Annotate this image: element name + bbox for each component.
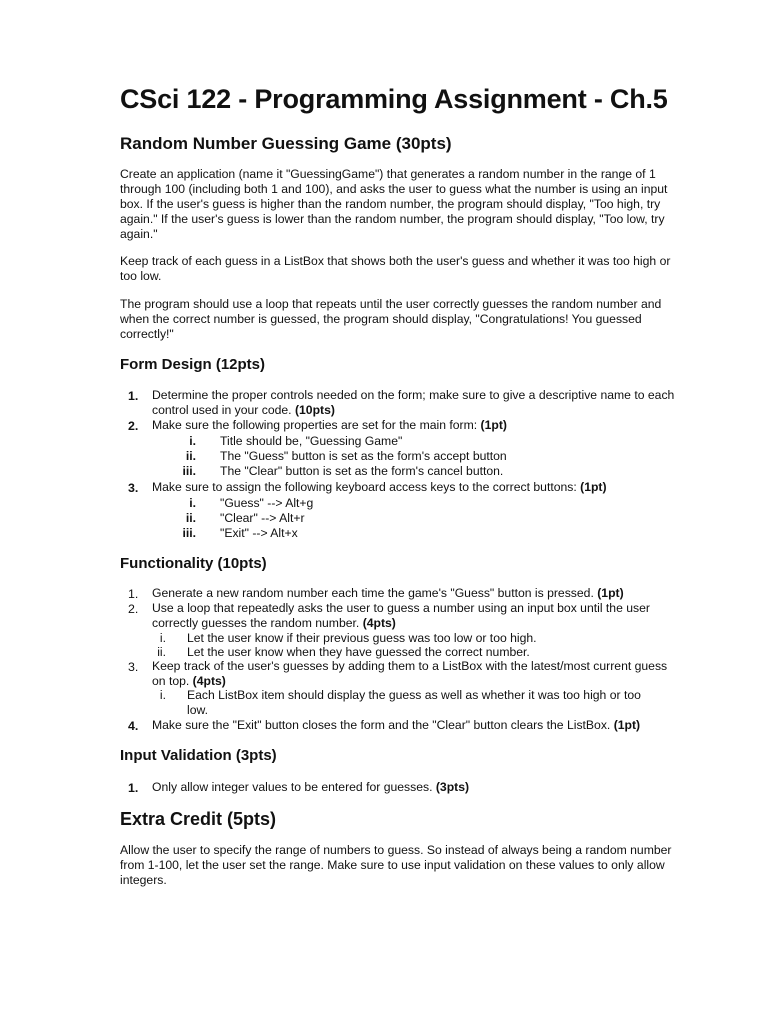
sub-list-item (172, 434, 402, 449)
sub-list-text: "Exit" --> Alt+x (220, 526, 298, 540)
sub-list-number: iii. (182, 526, 196, 540)
main-section-heading: Random Number Guessing Game (30pts) (120, 134, 452, 153)
sub-list-item (172, 449, 507, 464)
list-number: 2. (128, 602, 139, 616)
points-label: (4pts) (192, 674, 226, 688)
sub-list-number: i. (189, 496, 196, 510)
sub-list-text: Let the user know when they have guessed the correct number. (187, 645, 530, 659)
sub-list-text: "Clear" --> Alt+r (220, 511, 305, 525)
sub-list-text: "Guess" --> Alt+g (220, 496, 314, 510)
list-text: Make sure to assign the following keyboard access keys to the correct buttons: (152, 480, 577, 494)
list-item (120, 388, 680, 418)
points-label: (1pt) (597, 586, 624, 600)
list-number: 1. (128, 587, 139, 601)
list-item (120, 718, 680, 733)
list-number: 1. (128, 389, 139, 403)
list-item (120, 418, 680, 433)
points-label: (1pt) (613, 718, 641, 732)
list-text: Generate a new random number each time the game's "Guess" button is pressed. (152, 586, 594, 600)
page-title: CSci 122 - Programming Assignment - Ch.5 (120, 84, 668, 114)
list-text: Only allow integer values to be entered for guesses. (152, 780, 433, 794)
sub-list-text: Each ListBox item should display the guess as well as whether it was too high or too low. (187, 688, 641, 717)
sub-list-number: i. (159, 631, 166, 645)
sub-list-text: The "Guess" button is set as the form's accept button (220, 449, 507, 463)
list-number: 2. (128, 419, 139, 433)
list-text: Make sure the "Exit" button closes the form and the "Clear" button clears the ListBox. (152, 718, 611, 732)
list-text: Make sure the following properties are set for the main form: (152, 418, 478, 432)
sub-list-item (172, 511, 305, 526)
sub-list-number: ii. (185, 449, 196, 463)
sub-list-number: i. (159, 688, 166, 702)
sub-list-text: Let the user know if their previous guess was too low or too high. (187, 631, 537, 645)
sub-list-number: ii. (157, 645, 166, 659)
sub-list-text: Title should be, "Guessing Game" (220, 434, 403, 448)
sub-list-item (152, 631, 537, 646)
list-number: 1. (128, 781, 139, 795)
points-label: (1pt) (580, 480, 607, 494)
list-number: 4. (128, 719, 139, 733)
sub-list-number: i. (189, 434, 196, 448)
list-text: Keep track of the user's guesses by adding them to a ListBox with the latest/most current guess on top. (152, 659, 668, 688)
list-number: 3. (128, 481, 139, 495)
sub-list-item (172, 526, 298, 541)
sub-list-number: ii. (185, 511, 196, 525)
points-label: (1pt) (480, 418, 507, 432)
sub-list-item (172, 496, 313, 511)
points-label: (10pts) (294, 403, 335, 417)
intro-paragraph-1: Create an application (name it "GuessingGame") that generates a random number in the range of 1 through 100 (including both 1 and 100), and asks the user to guess what the number is using an input box. If the user's guess is higher than the random number, the program should display, "Too high, try again." If the user's guess is lower than the random number, the program should display, "Too low, try again." (120, 167, 668, 241)
intro-paragraph-2: Keep track of each guess in a ListBox that shows both the user's guess and whether it was too high or too low. (120, 254, 671, 283)
extra-credit-heading: Extra Credit (5pts) (120, 809, 277, 829)
points-label: (3pts) (435, 780, 470, 794)
sub-list-number: iii. (182, 464, 196, 478)
list-item (120, 480, 680, 495)
list-text: Determine the proper controls needed on the form; make sure to give a descriptive name to each control used in your code. (152, 388, 675, 417)
extra-credit-paragraph: Allow the user to specify the range of numbers to guess. So instead of always being a random number from 1-100, let the user set the range. Make sure to use input validation on these values to only allow integers. (120, 843, 672, 887)
list-item (120, 659, 680, 689)
list-item (120, 780, 680, 795)
points-label: (4pts) (362, 616, 396, 630)
sub-list-text: The "Clear" button is set as the form's cancel button. (220, 464, 504, 478)
sub-list-item (172, 464, 503, 479)
sub-list-item (152, 645, 530, 660)
form-design-heading: Form Design (12pts) (120, 356, 266, 373)
list-text: Use a loop that repeatedly asks the user to guess a number using an input box until the user correctly guesses the random number. (152, 601, 650, 630)
intro-paragraph-3: The program should use a loop that repeats until the user correctly guesses the random number and when the correct number is guessed, the program should display, "Congratulations! You guessed correctly!" (120, 297, 662, 341)
list-item (120, 601, 680, 631)
list-number: 3. (128, 660, 139, 674)
input-validation-heading: Input Validation (3pts) (120, 747, 277, 764)
sub-list-item (152, 688, 662, 718)
functionality-heading: Functionality (10pts) (120, 555, 267, 572)
list-item (120, 586, 680, 601)
